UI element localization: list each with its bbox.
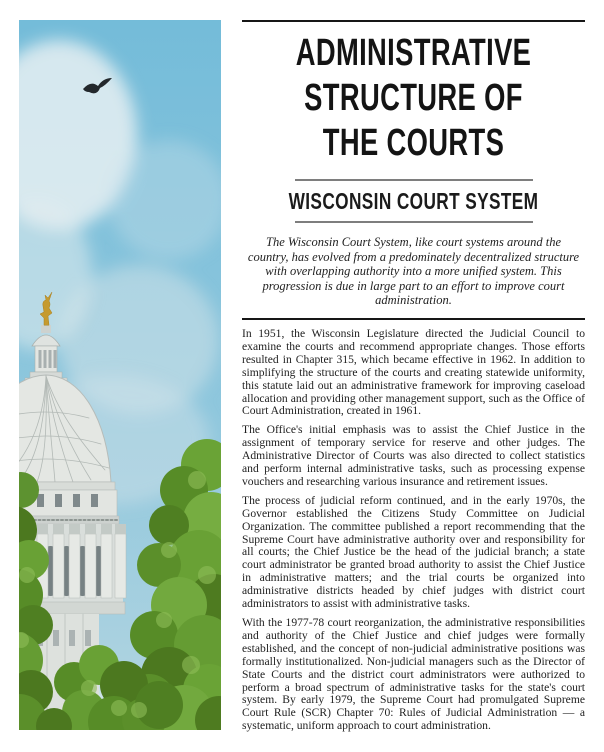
subtitle-text: WISCONSIN COURT SYSTEM xyxy=(288,188,539,214)
paragraph-3: The process of judicial reform continued, and in the early 1970s, the Governor established the Citizens Study Committee on Judicial Organization. The committee published a report recommending that the Supreme Court have administrative authority over and responsibility for all courts; the Chief Justice be the head of the judicial branch; a state court administrator be granted broad authority to assist the Chief Justice in administrative matters; and the trial courts be organized into administrative districts headed by chief judges with district court administrators to assist with administrative tasks. xyxy=(242,493,585,611)
capitol-photo xyxy=(19,20,221,730)
intro-rule xyxy=(242,318,585,320)
title-line-1: ADMINISTRATIVE xyxy=(295,32,532,74)
subtitle xyxy=(242,188,585,214)
subtitle-rule-bottom xyxy=(295,221,533,223)
paragraph-1: In 1951, the Wisconsin Legislature directed the Judicial Council to examine the courts and recommend appropriate changes. Those efforts resulted in Chapter 315, which became effective in 1962. In addition to simplifying the structure of the courts and creating statewide uniformity, this statute laid out an administrative framework for improving caseload allocation and providing other management support, such as the Office of Court Administration, created in 1961. xyxy=(242,326,585,418)
paragraph-2: The Office's initial emphasis was to assist the Chief Justice in the assignment of temporary service for reserve and other judges. The Administrative Director of Courts was also directed to collect statistics and perform internal administrative tasks, such as processing expense vouchers and researching various insurance and retirement issues. xyxy=(242,423,585,488)
page-title xyxy=(242,31,585,166)
title-line-2: STRUCTURE OF xyxy=(304,77,523,119)
top-rule xyxy=(242,20,585,22)
intro-text: The Wisconsin Court System, like court systems around the country, has evolved from a predominately decentralized structure with overlapping authority into a more unified system. This progression is due in large part to an effort to improve court administration. xyxy=(247,235,580,308)
title-line-3: THE COURTS xyxy=(322,122,505,164)
article-body xyxy=(242,328,585,733)
paragraph-4: With the 1977-78 court reorganization, the administrative responsibilities and authority of the Chief Justice and chief judges were formally established, and the concept of non-judicial administrative positions was formally institutionalized. Non-judicial managers such as the Director of State Courts and the district court administrators were authorized to perform a broad spectrum of administrative tasks for the state's court system. By early 1979, the Supreme Court had promulgated Supreme Court Rule (SCR) Chapter 70: Rules of Judicial Administration — a systematic, uniform approach to court administration. xyxy=(242,616,585,733)
article-column xyxy=(242,20,585,739)
subtitle-rule-top xyxy=(295,179,533,181)
